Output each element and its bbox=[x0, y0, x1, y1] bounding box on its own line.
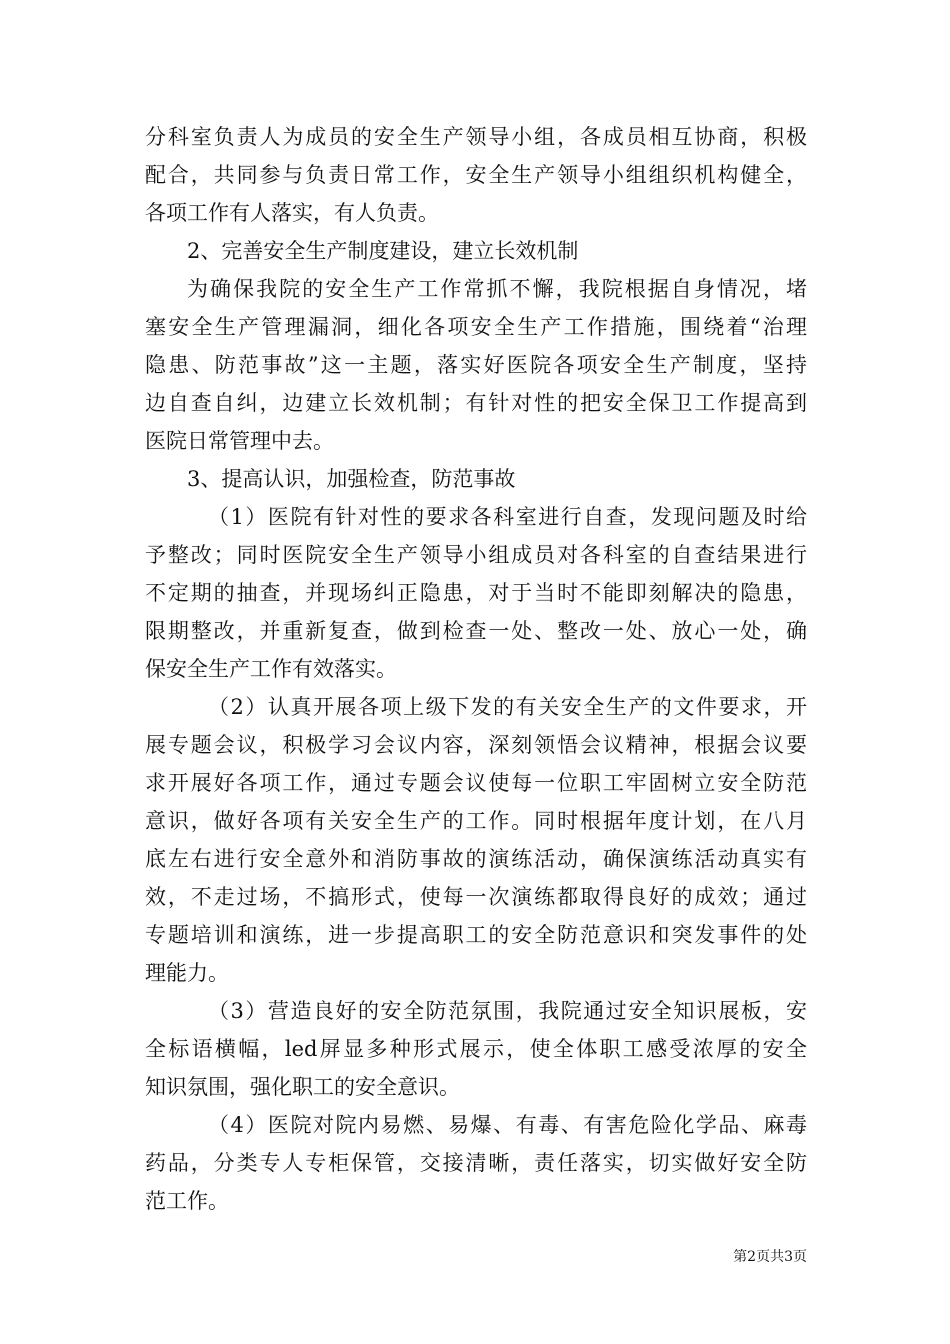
paragraph bbox=[145, 992, 807, 1106]
page-number: 第2页共3页 bbox=[733, 1249, 807, 1265]
paragraph-line: 专题培训和演练，进一步提高职工的安全防范意识和突发事件的处 bbox=[145, 923, 807, 947]
paragraph-line: 效，不走过场，不搞形式，使每一次演练都取得良好的成效；通过 bbox=[145, 885, 807, 909]
paragraph-line: （1）医院有针对性的要求各科室进行自查，发现问题及时给 bbox=[208, 505, 807, 529]
paragraph-line: 全标语横幅，led屏显多种形式展示，使全体职工感受浓厚的安全 bbox=[145, 1037, 807, 1061]
paragraph bbox=[145, 270, 807, 460]
paragraph-line: 范工作。 bbox=[145, 1189, 229, 1213]
paragraph-line: 为确保我院的安全生产工作常抓不懈，我院根据自身情况，堵 bbox=[187, 277, 807, 301]
paragraph-line: 意识，做好各项有关安全生产的工作。同时根据年度计划，在八月 bbox=[145, 809, 807, 833]
paragraph-line: 配合，共同参与负责日常工作，安全生产领导小组组织机构健全， bbox=[145, 163, 807, 187]
paragraph-line: 展专题会议，积极学习会议内容，深刻领悟会议精神，根据会议要 bbox=[145, 733, 807, 757]
paragraph bbox=[145, 688, 807, 992]
paragraph-line: （4）医院对院内易燃、易爆、有毒、有害危险化学品、麻毒 bbox=[208, 1113, 807, 1137]
paragraph-line: 限期整改，并重新复查，做到检查一处、整改一处、放心一处，确 bbox=[145, 619, 807, 643]
paragraph-line: 知识氛围，强化职工的安全意识。 bbox=[145, 1075, 460, 1099]
paragraph-line: 3、提高认识，加强检查，防范事故 bbox=[187, 467, 516, 491]
paragraph-line: 医院日常管理中去。 bbox=[145, 429, 334, 453]
paragraph-line: 不定期的抽查，并现场纠正隐患，对于当时不能即刻解决的隐患， bbox=[145, 581, 807, 605]
paragraph-line: （3）营造良好的安全防范氛围，我院通过安全知识展板，安 bbox=[208, 999, 807, 1023]
paragraph bbox=[145, 232, 807, 270]
paragraph-line: 求开展好各项工作，通过专题会议使每一位职工牢固树立安全防范 bbox=[145, 771, 807, 795]
document-body bbox=[145, 118, 807, 1220]
paragraph bbox=[145, 1106, 807, 1220]
paragraph bbox=[145, 460, 807, 498]
paragraph-line: 予整改；同时医院安全生产领导小组成员对各科室的自查结果进行 bbox=[145, 543, 807, 567]
paragraph-line: 底左右进行安全意外和消防事故的演练活动，确保演练活动真实有 bbox=[145, 847, 807, 871]
paragraph-line: 各项工作有人落实，有人负责。 bbox=[145, 201, 439, 225]
paragraph-line: （2）认真开展各项上级下发的有关安全生产的文件要求，开 bbox=[208, 695, 807, 719]
paragraph-line: 隐患、防范事故”这一主题，落实好医院各项安全生产制度，坚持 bbox=[145, 353, 807, 377]
paragraph-line: 2、完善安全生产制度建设，建立长效机制 bbox=[187, 239, 579, 263]
paragraph-line: 边自查自纠，边建立长效机制；有针对性的把安全保卫工作提高到 bbox=[145, 391, 807, 415]
paragraph bbox=[145, 118, 807, 232]
paragraph-line: 药品，分类专人专柜保管，交接清晰，责任落实，切实做好安全防 bbox=[145, 1151, 807, 1175]
paragraph-line: 塞安全生产管理漏洞，细化各项安全生产工作措施，围绕着“治理 bbox=[145, 315, 807, 339]
paragraph-line: 理能力。 bbox=[145, 961, 229, 985]
paragraph-line: 保安全生产工作有效落实。 bbox=[145, 657, 397, 681]
paragraph-line: 分科室负责人为成员的安全生产领导小组，各成员相互协商，积极 bbox=[145, 125, 807, 149]
paragraph bbox=[145, 498, 807, 688]
